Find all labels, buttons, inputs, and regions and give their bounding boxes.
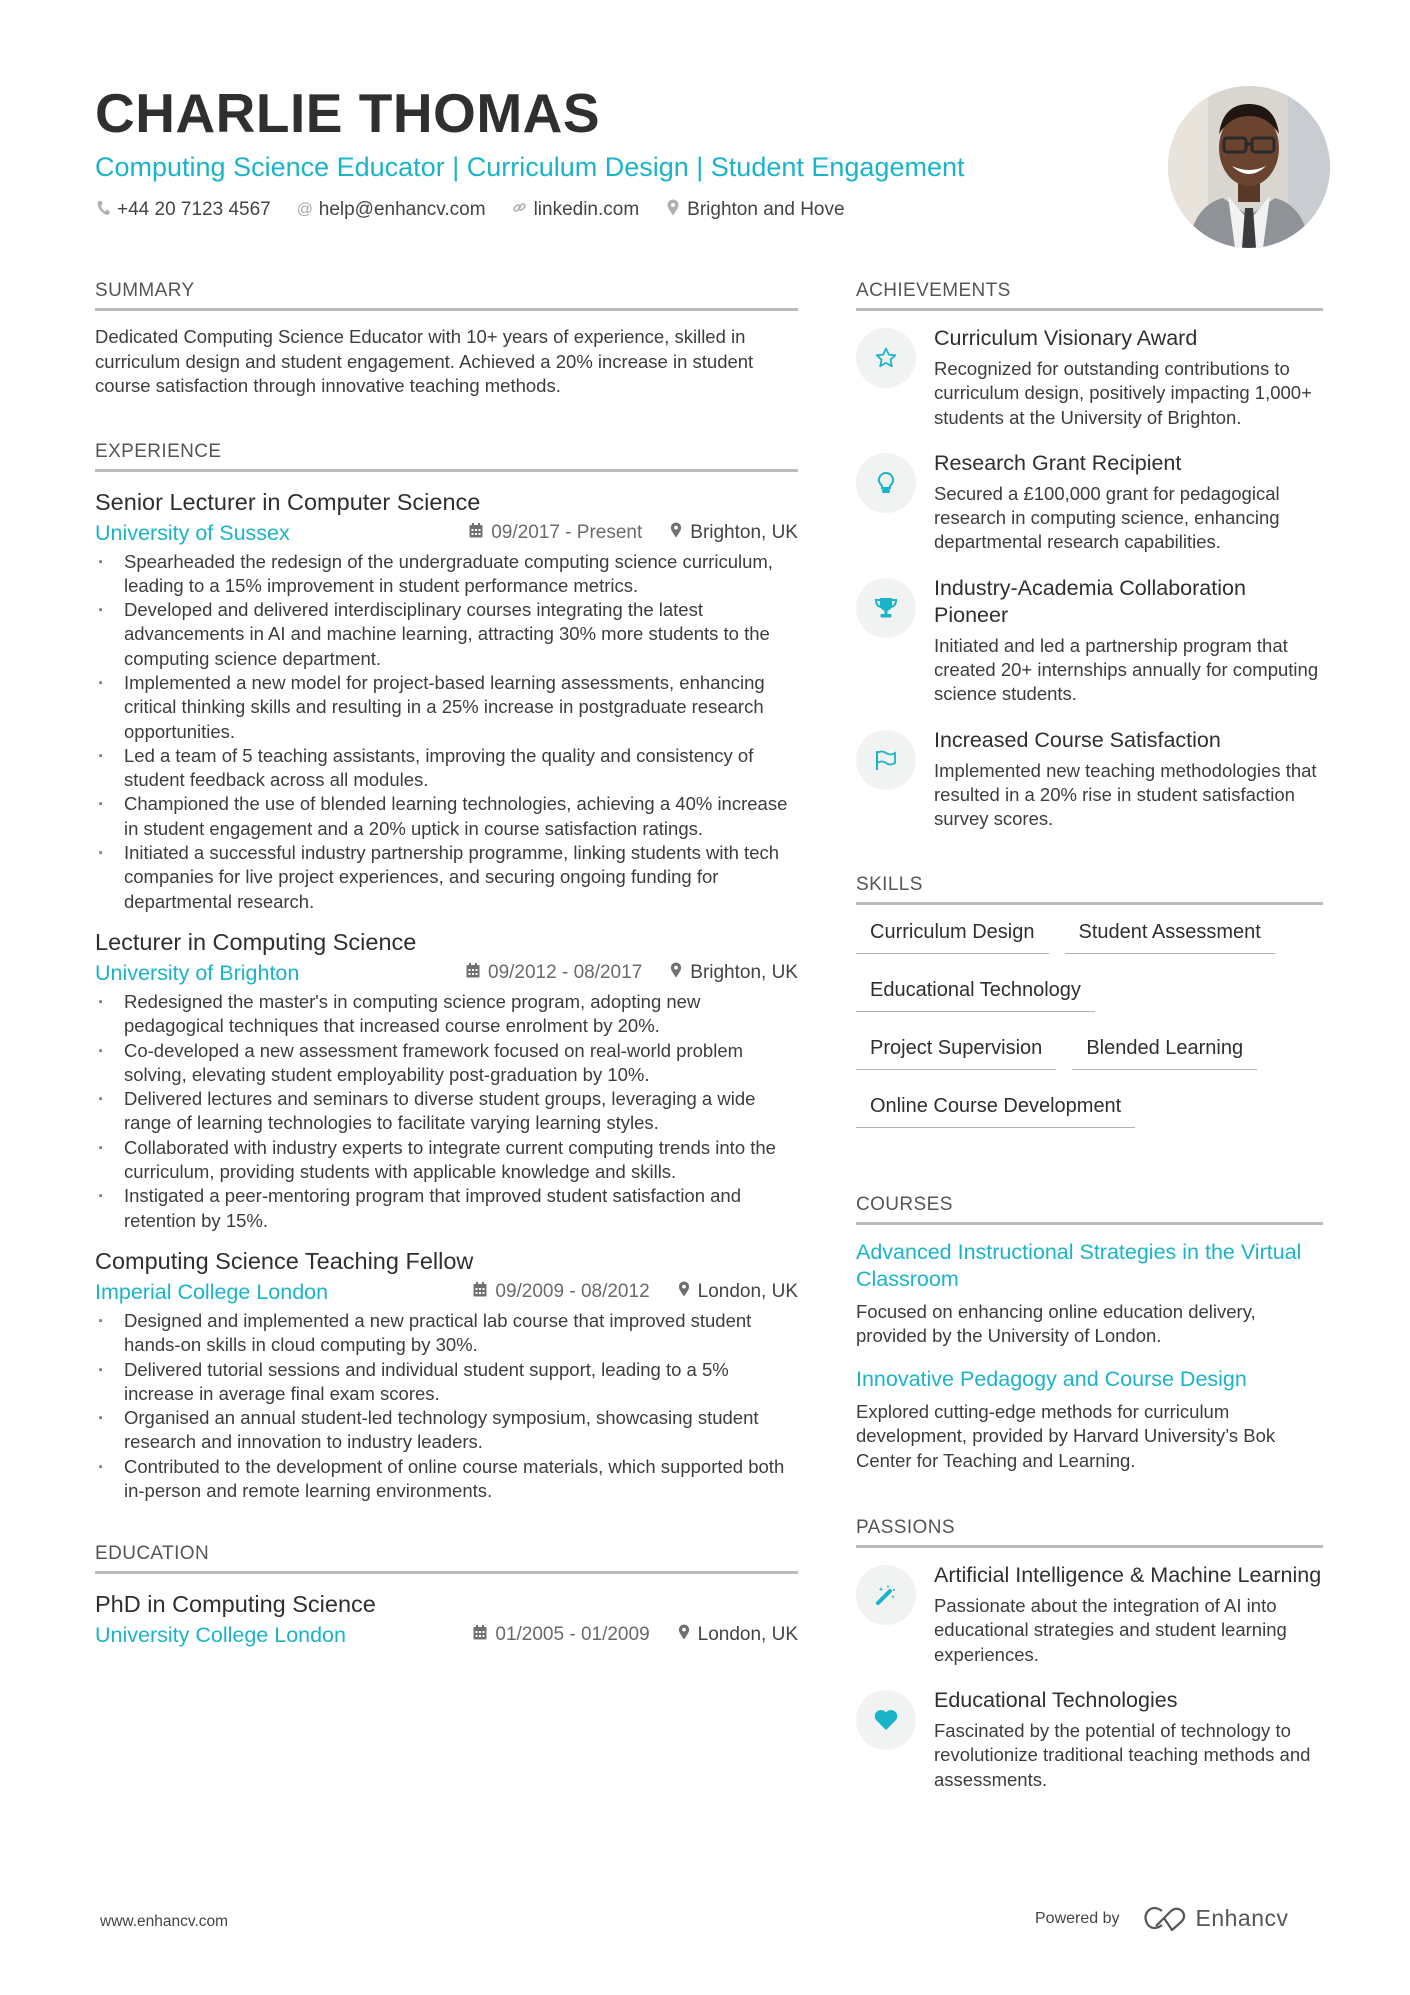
job-location-text: London, UK	[697, 1280, 798, 1302]
section-title-passions: PASSIONS	[856, 1515, 1323, 1548]
job-organization: Imperial College London	[95, 1279, 329, 1304]
passion-desc: Passionate about the integration of AI into educational strategies and student learning experiences.	[934, 1595, 1287, 1665]
resume-header	[95, 82, 1095, 221]
bullet: · Spearheaded the redesign of the undergraduate computing science curriculum, leading to a 15% improvement in student performance metrics.	[95, 550, 798, 599]
location-pin-icon	[678, 1620, 690, 1650]
location-pin-icon	[670, 518, 682, 548]
footer-powered-by	[1035, 1905, 1289, 1932]
bullet: · Initiated a successful industry partnership programme, linking students with tech companies for live project experiences, and securing ongoing funding for departmental research.	[95, 841, 798, 914]
course-desc: Focused on enhancing online education delivery, provided by the University of London.	[856, 1300, 1256, 1346]
job-dates-text: 09/2009 - 08/2012	[495, 1280, 650, 1302]
enhancv-logo-icon	[1142, 1906, 1188, 1932]
achievement-title: Research Grant Recipient	[934, 450, 1182, 475]
link-icon	[512, 200, 528, 220]
section-title-experience: EXPERIENCE	[95, 439, 798, 472]
bullet: · Delivered tutorial sessions and individual student support, leading to a 5% increase in average final exam scores.	[95, 1358, 798, 1407]
achievement-desc: Recognized for outstanding contributions to curriculum design, positively impacting 1,000+ students at the University of Brighton.	[934, 358, 1312, 428]
heart-icon	[856, 1690, 916, 1750]
passions-section	[856, 1515, 1323, 1792]
section-title-courses: COURSES	[856, 1192, 1323, 1225]
linkedin-text: linkedin.com	[533, 199, 640, 220]
bullet: · Led a team of 5 teaching assistants, improving the quality and consistency of student feedback across all modules.	[95, 744, 798, 793]
powered-by-label: Powered by	[1035, 1909, 1120, 1927]
achievement-item	[856, 575, 1323, 707]
bullet: · Co-developed a new assessment framework focused on real-world problem solving, elevating student employability post-graduation by 10%.	[95, 1039, 798, 1088]
passion-item	[856, 1687, 1323, 1792]
summary-section	[95, 278, 798, 399]
contact-linkedin[interactable]	[512, 199, 640, 221]
job-organization: University of Sussex	[95, 520, 290, 545]
candidate-name: CHARLIE THOMAS	[95, 82, 601, 144]
bullet: · Contributed to the development of online course materials, which supported both in-person and remote learning environments.	[95, 1455, 798, 1504]
course-desc: Explored cutting-edge methods for curriculum development, provided by Harvard University’s Bok Center for Teaching and Learning.	[856, 1401, 1276, 1471]
achievement-item	[856, 450, 1323, 555]
bullet: · Delivered lectures and seminars to diverse student groups, leveraging a wide range of learning technologies to facilitate varying learning styles.	[95, 1087, 798, 1136]
job-entry	[95, 486, 798, 914]
skill-tag: Online Course Development	[856, 1093, 1135, 1128]
contact-email[interactable]	[297, 199, 486, 221]
bullet: · Redesigned the master's in computing science program, adopting new pedagogical techniques that increased course enrolment by 20%.	[95, 990, 798, 1039]
summary-text: Dedicated Computing Science Educator with 10+ years of experience, skilled in curriculum design and student engagement. Achieved a 20% increase in student course satisfaction through innovative teaching methods.	[95, 326, 754, 396]
job-title: Lecturer in Computing Science	[95, 928, 417, 955]
location-pin-icon	[665, 199, 681, 221]
bullet: · Developed and delivered interdisciplinary courses integrating the latest advancements in AI and machine learning, attracting 30% more students to the computing science department.	[95, 598, 798, 671]
contact-list	[95, 199, 1095, 221]
skill-tag: Educational Technology	[856, 977, 1095, 1012]
bullet: · Implemented a new model for project-based learning assessments, enhancing critical thinking skills and resulting in a 25% increase in postgraduate research opportunities.	[95, 671, 798, 744]
contact-phone[interactable]	[95, 199, 271, 221]
calendar-icon	[466, 958, 480, 988]
education-section	[95, 1541, 798, 1650]
passion-title: Educational Technologies	[934, 1687, 1178, 1712]
bullet: · Instigated a peer-mentoring program that improved student satisfaction and retention by 15%.	[95, 1184, 798, 1233]
footer-website-link[interactable]: www.enhancv.com	[100, 1913, 229, 1930]
flag-icon	[856, 730, 916, 790]
email-text: help@enhancv.com	[318, 199, 486, 220]
job-dates	[469, 518, 642, 548]
achievement-title: Increased Course Satisfaction	[934, 727, 1221, 752]
education-dates-text: 01/2005 - 01/2009	[495, 1624, 650, 1646]
star-icon	[856, 328, 916, 388]
courses-section	[856, 1192, 1323, 1473]
contact-location	[665, 199, 844, 221]
job-location-text: Brighton, UK	[690, 521, 798, 543]
left-column	[95, 278, 798, 1662]
education-entry	[95, 1588, 798, 1650]
job-meta	[95, 1277, 798, 1307]
job-title: Computing Science Teaching Fellow	[95, 1247, 474, 1274]
skills-section	[856, 872, 1323, 1128]
lightbulb-icon	[856, 453, 916, 513]
location-pin-icon	[678, 1277, 690, 1307]
job-bullets	[95, 550, 798, 914]
trophy-icon	[856, 578, 916, 638]
job-bullets	[95, 990, 798, 1233]
education-dates	[473, 1620, 649, 1650]
job-dates-text: 09/2012 - 08/2017	[488, 961, 643, 983]
bullet: · Designed and implemented a new practical lab course that improved student hands-on skills in cloud computing by 30%.	[95, 1309, 798, 1358]
candidate-tagline: Computing Science Educator | Curriculum Design | Student Engagement	[95, 152, 965, 182]
degree-title: PhD in Computing Science	[95, 1591, 376, 1618]
section-title-skills: SKILLS	[856, 872, 1323, 905]
section-title-achievements: ACHIEVEMENTS	[856, 278, 1323, 311]
job-entry	[95, 926, 798, 1233]
job-meta	[95, 518, 798, 548]
achievements-section	[856, 278, 1323, 832]
calendar-icon	[473, 1620, 487, 1650]
magic-wand-icon	[856, 1565, 916, 1625]
job-location	[678, 1277, 798, 1307]
calendar-icon	[473, 1277, 487, 1307]
job-location	[670, 958, 798, 988]
passion-desc: Fascinated by the potential of technology to revolutionize traditional teaching methods and assessments.	[934, 1719, 1311, 1790]
bullet: · Organised an annual student-led technology symposium, showcasing student research and innovation to industry leaders.	[95, 1406, 798, 1455]
job-location	[670, 518, 798, 548]
right-column	[856, 278, 1323, 1812]
job-bullets	[95, 1309, 798, 1503]
achievement-title: Industry-Academia Collaboration Pioneer	[934, 575, 1246, 627]
job-dates	[473, 1277, 649, 1307]
education-meta	[95, 1620, 798, 1650]
at-icon: @	[296, 201, 313, 218]
passion-title: Artificial Intelligence & Machine Learning	[934, 1563, 1322, 1588]
achievement-desc: Implemented new teaching methodologies that resulted in a 20% rise in student satisfaction survey scores.	[934, 759, 1317, 830]
job-location-text: Brighton, UK	[690, 961, 798, 983]
bullet: · Championed the use of blended learning technologies, achieving a 40% increase in student engagement and a 20% uptick in course satisfaction ratings.	[95, 792, 798, 841]
enhancv-logo[interactable]	[1142, 1905, 1289, 1932]
skills-list	[856, 919, 1323, 1128]
skill-tag: Blended Learning	[1072, 1035, 1257, 1070]
section-title-summary: SUMMARY	[95, 278, 798, 311]
job-dates-text: 09/2017 - Present	[491, 521, 643, 543]
location-pin-icon	[670, 958, 682, 988]
phone-icon	[95, 200, 111, 221]
course-title: Innovative Pedagogy and Course Design	[856, 1367, 1247, 1392]
school-name: University College London	[95, 1623, 346, 1648]
achievement-desc: Initiated and led a partnership program that created 20+ internships annually for computing science students.	[934, 634, 1319, 705]
achievement-item	[856, 325, 1323, 430]
job-dates	[466, 958, 642, 988]
experience-section	[95, 439, 798, 1504]
bullet: · Collaborated with industry experts to integrate current computing trends into the curriculum, providing students with applicable knowledge and skills.	[95, 1136, 798, 1185]
job-title: Senior Lecturer in Computer Science	[95, 488, 481, 515]
achievement-title: Curriculum Visionary Award	[934, 326, 1198, 350]
job-entry	[95, 1245, 798, 1503]
job-organization: University of Brighton	[95, 960, 300, 985]
skill-tag: Curriculum Design	[856, 919, 1049, 954]
passion-item	[856, 1562, 1323, 1667]
section-title-education: EDUCATION	[95, 1541, 798, 1574]
achievement-desc: Secured a £100,000 grant for pedagogical research in computing science, enhancing departmental research capabilities.	[934, 482, 1280, 553]
course-title: Advanced Instructional Strategies in the Virtual Classroom	[856, 1239, 1302, 1291]
job-meta	[95, 958, 798, 988]
skill-tag: Project Supervision	[856, 1035, 1056, 1070]
course-item	[856, 1366, 1323, 1473]
education-location	[678, 1620, 798, 1650]
brand-name: Enhancv	[1195, 1905, 1289, 1931]
location-text: Brighton and Hove	[687, 199, 845, 220]
achievement-item	[856, 727, 1323, 832]
phone-text: +44 20 7123 4567	[117, 199, 271, 220]
skill-tag: Student Assessment	[1065, 919, 1275, 954]
course-item	[856, 1239, 1323, 1349]
education-location-text: London, UK	[697, 1624, 798, 1646]
calendar-icon	[469, 518, 483, 548]
profile-photo	[1168, 86, 1330, 248]
